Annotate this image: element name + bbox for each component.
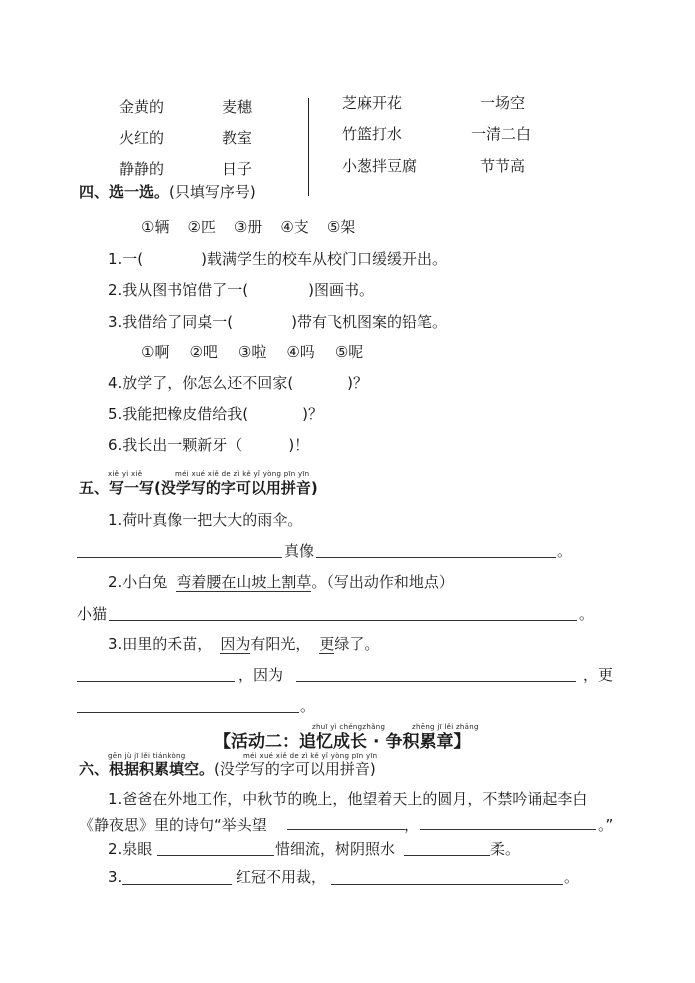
question-text: )载满学生的校车从校门口缓缓开出。 xyxy=(201,250,448,268)
question-6-1-end: 。” xyxy=(598,816,614,834)
question-text: )图画书。 xyxy=(308,281,375,299)
activity2-heading xyxy=(214,731,470,753)
question-6-1-comma: ， xyxy=(404,816,420,834)
section5-note-pinyin: méi xué xiě de zì kě yǐ yòng pīn yīn xyxy=(175,470,310,478)
section6-title: 根据积累填空。 xyxy=(109,760,215,778)
answer-line[interactable] xyxy=(109,620,577,621)
option: ①辆 xyxy=(141,218,170,236)
option: ⑤呢 xyxy=(334,343,364,361)
section6-note-pinyin: méi xué xiě de zì kě yǐ yòng pīn yīn xyxy=(243,752,378,760)
activity2-close: 】 xyxy=(453,732,471,752)
section4-note: (只填写序号) xyxy=(169,183,256,201)
question-4-3 xyxy=(108,312,447,332)
match-left-col1-item: 静静的 xyxy=(119,160,165,178)
match-right-col1-item: 竹篮打水 xyxy=(342,125,403,143)
sentence-5-3-mid: ，因为 xyxy=(238,666,284,684)
section5-title: 写一写 xyxy=(109,479,155,497)
underlined-phrase: 因为 xyxy=(220,635,251,653)
question-4-4 xyxy=(108,373,368,393)
options-measure-words xyxy=(141,217,355,237)
question-text: 2.我从图书馆借了一( xyxy=(108,281,249,299)
question-4-1 xyxy=(108,249,447,269)
sentence-5-2 xyxy=(108,572,454,592)
answer-line[interactable] xyxy=(77,681,235,682)
question-6-3-end: 。 xyxy=(564,868,580,886)
sentence-5-3-gen: ，更 xyxy=(583,666,614,684)
question-4-6 xyxy=(108,435,309,455)
question-6-1-line2: 《静夜思》里的诗句“举头望 xyxy=(79,816,267,834)
section4-title: 选一选。 xyxy=(109,183,170,201)
sentence-5-1-mid: 真像 xyxy=(284,542,315,560)
match-right-col2-item: 节节高 xyxy=(480,157,526,175)
option: ③册 xyxy=(233,218,263,236)
activity2-t2-pinyin: zhēng jī lěi zhāng xyxy=(412,723,479,731)
activity2-open: 【活动二： xyxy=(214,732,299,752)
question-text: 3.我借给了同桌一( xyxy=(108,313,234,331)
section5-note: (没学写的字可以用拼音) xyxy=(154,479,318,497)
question-text: )！ xyxy=(288,436,310,454)
options-particles xyxy=(141,342,363,362)
section4-number: 四、 xyxy=(79,183,110,201)
section5-number: 五、 xyxy=(79,479,110,497)
answer-line[interactable] xyxy=(331,884,563,885)
question-text: )？ xyxy=(302,405,324,423)
question-text: 1.一( xyxy=(108,250,144,268)
sentence-text: 。（写出动作和地点） xyxy=(311,573,454,591)
option: ④支 xyxy=(280,218,309,236)
activity2-t1-pinyin: zhuī yì chéngzhǎng xyxy=(312,723,386,731)
section6-number: 六、 xyxy=(79,760,110,778)
activity2-dot: · xyxy=(373,732,380,752)
option: ⑤架 xyxy=(326,218,356,236)
question-6-2-start: 2.泉眼 xyxy=(108,840,153,858)
section4-heading xyxy=(79,182,256,202)
sentence-5-2-start: 小猫 xyxy=(77,605,108,623)
sentence-text: 3.田里的禾苗， xyxy=(108,635,213,653)
question-6-3-mid: 红冠不用裁， xyxy=(236,868,327,886)
sentence-5-2-end: 。 xyxy=(579,605,595,623)
answer-line[interactable] xyxy=(296,681,576,682)
section6-title-pinyin: gēn jù jī lěi tiánkòng xyxy=(108,752,186,760)
sentence-5-3 xyxy=(108,634,379,654)
answer-line[interactable] xyxy=(157,855,274,856)
question-text: )？ xyxy=(347,374,369,392)
answer-line[interactable] xyxy=(122,884,232,885)
sentence-5-1: 1.荷叶真像一把大大的雨伞。 xyxy=(108,511,303,529)
question-4-5 xyxy=(108,404,323,424)
question-6-2-end: 柔。 xyxy=(490,840,521,858)
option: ①啊 xyxy=(141,343,170,361)
match-right-col2-item: 一清二白 xyxy=(471,125,532,143)
underlined-phrase: 弯着腰在山坡上割草 xyxy=(176,573,312,591)
answer-line[interactable] xyxy=(404,855,490,856)
sentence-text: 绿了。 xyxy=(334,635,380,653)
question-6-2-mid: 惜细流，树阴照水 xyxy=(275,840,396,858)
answer-line[interactable] xyxy=(420,829,596,830)
question-4-2 xyxy=(108,280,374,300)
match-left-col1-item: 金黄的 xyxy=(119,98,165,116)
question-6-3-start: 3. xyxy=(108,868,123,886)
match-right-col2-item: 一场空 xyxy=(480,94,526,112)
match-right-col1-item: 小葱拌豆腐 xyxy=(342,157,418,175)
match-left-col1-item: 火红的 xyxy=(119,129,165,147)
sentence-text: 有阳光， xyxy=(250,635,311,653)
section6-note: (没学写的字可以用拼音) xyxy=(214,760,376,778)
question-text: 4.放学了，你怎么还不回家( xyxy=(108,374,294,392)
sentence-text: 2.小白兔 xyxy=(108,573,168,591)
question-text: )带有飞机图案的铅笔。 xyxy=(291,313,448,331)
answer-line[interactable] xyxy=(316,557,556,558)
match-right-col1-item: 芝麻开花 xyxy=(342,94,403,112)
column-divider xyxy=(308,98,309,196)
option: ②匹 xyxy=(187,218,216,236)
match-left-col2-item: 教室 xyxy=(222,129,253,147)
answer-line[interactable] xyxy=(77,712,299,713)
answer-line[interactable] xyxy=(77,557,282,558)
activity2-title-part1: 追忆成长 xyxy=(299,732,367,752)
match-left-col2-item: 麦穗 xyxy=(222,98,253,116)
underlined-phrase: 更 xyxy=(319,635,335,653)
answer-line[interactable] xyxy=(287,829,405,830)
option: ③啦 xyxy=(237,343,267,361)
option: ④吗 xyxy=(286,343,315,361)
question-text: 6.我长出一颗新牙（ xyxy=(108,436,243,454)
section6-heading xyxy=(79,759,376,779)
sentence-5-3-end: 。 xyxy=(300,697,316,715)
section5-title-pinyin: xiě yi xiě xyxy=(108,470,143,478)
question-6-1-line1: 1.爸爸在外地工作，中秋节的晚上，他望着天上的圆月，不禁吟诵起李白 xyxy=(108,790,588,808)
question-text: 5.我能把橡皮借给我( xyxy=(108,405,249,423)
option: ②吧 xyxy=(189,343,218,361)
sentence-5-1-end: 。 xyxy=(557,542,573,560)
activity2-title-part2: 争积累章 xyxy=(385,732,454,752)
section5-heading xyxy=(79,478,318,498)
match-left-col2-item: 日子 xyxy=(222,160,253,178)
